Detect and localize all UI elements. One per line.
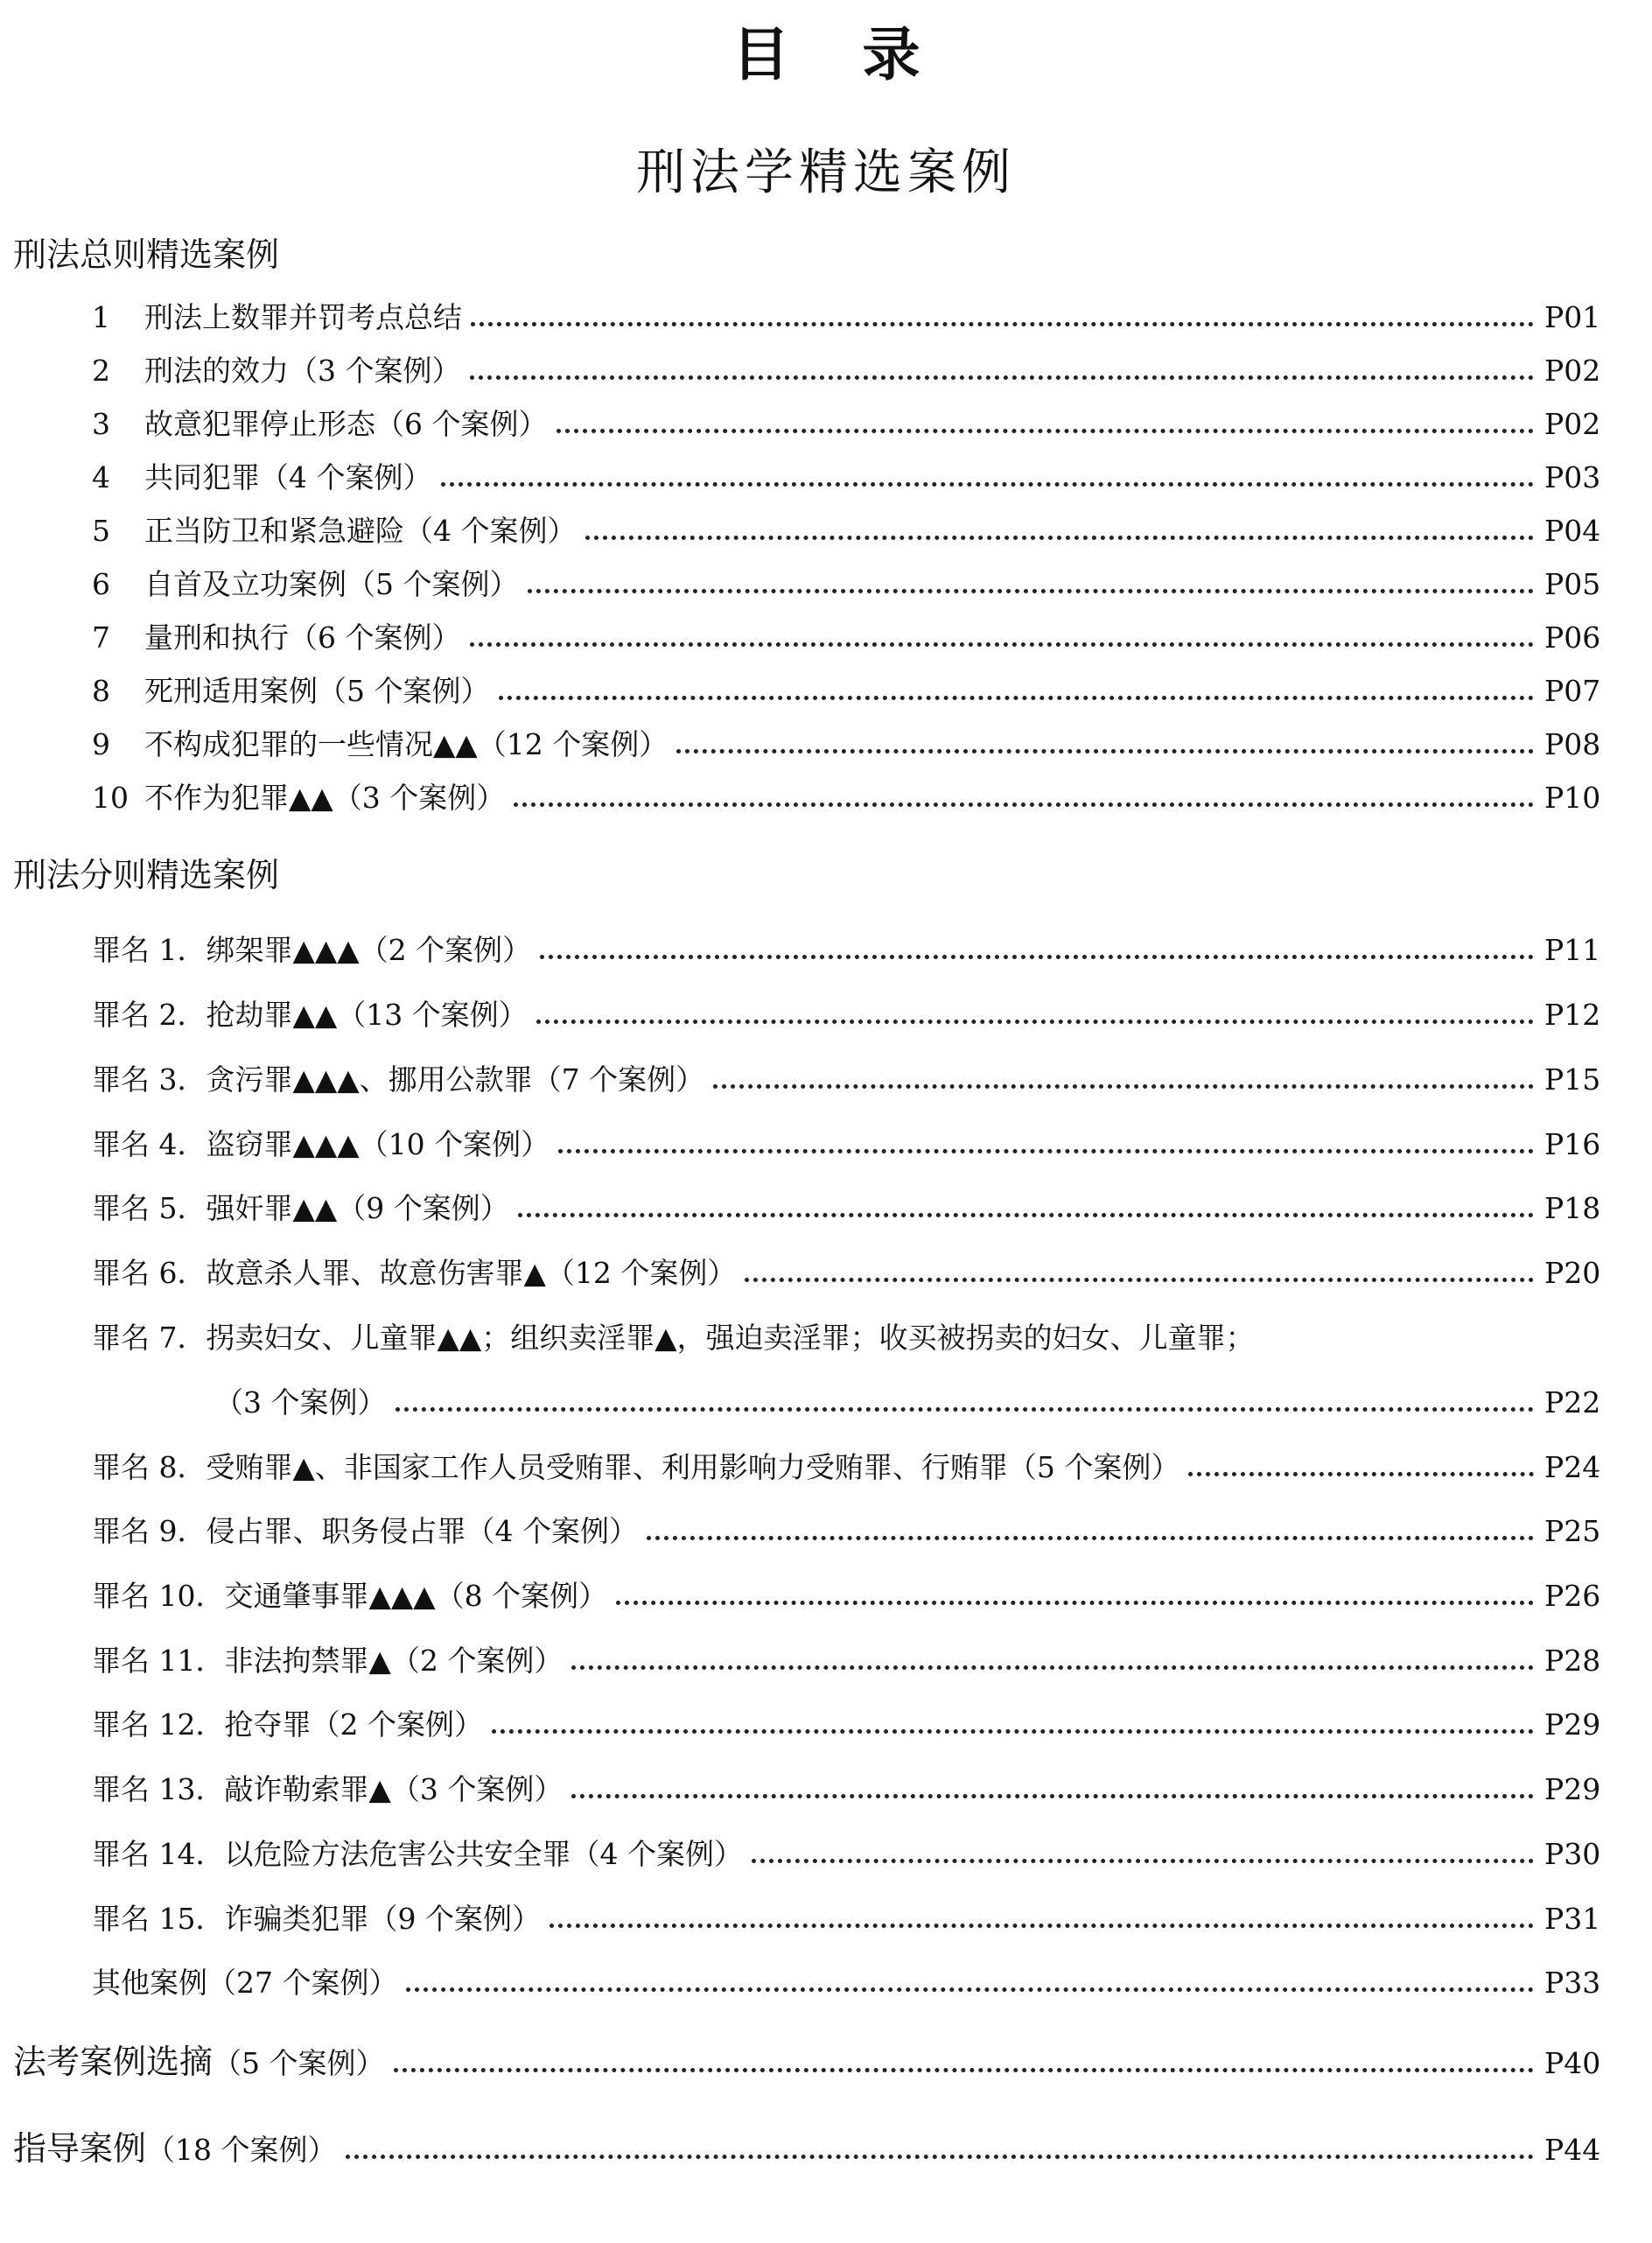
dot-leader: [471, 322, 1534, 326]
toc-entry-general-3[interactable]: [92, 404, 1599, 445]
entry-label: 罪名 5．强奸罪▲▲（9 个案例）: [92, 1191, 509, 1225]
entry-label-continued: （3 个案例）: [214, 1385, 387, 1419]
dot-leader: [1188, 1472, 1534, 1476]
dot-leader: [394, 2068, 1534, 2072]
dot-leader: [556, 429, 1535, 433]
dot-leader: [616, 1601, 1534, 1605]
entry-page-number: P25: [1544, 1514, 1601, 1548]
entry-page-number: P04: [1544, 514, 1601, 548]
entry-page-number: P08: [1544, 727, 1601, 761]
entry-page-number: P12: [1544, 998, 1601, 1032]
toc-entry-specific-14[interactable]: [92, 1834, 1599, 1875]
toc-entry-specific-2[interactable]: [92, 995, 1599, 1035]
entry-label: 罪名 4．盗窃罪▲▲▲（10 个案例）: [92, 1127, 550, 1161]
dot-leader: [752, 1859, 1534, 1863]
entry-page-number: P01: [1544, 300, 1601, 334]
entry-page-number: P16: [1544, 1127, 1601, 1161]
toc-entry-general-4[interactable]: [92, 458, 1599, 498]
dot-leader: [518, 1213, 1534, 1217]
dot-leader: [492, 1729, 1534, 1734]
dot-leader: [558, 1149, 1534, 1153]
dot-leader: [540, 955, 1534, 959]
toc-entry-specific-8[interactable]: [92, 1447, 1599, 1488]
entry-label: 罪名 1．绑架罪▲▲▲（2 个案例）: [92, 933, 532, 967]
entry-page-number: P28: [1544, 1644, 1601, 1678]
entry-page-number: P10: [1544, 781, 1601, 815]
toc-entry-specific-5[interactable]: [92, 1188, 1599, 1229]
entry-label: 罪名 15．诈骗类犯罪（9 个案例）: [92, 1902, 541, 1936]
entry-label: 罪名 3．贪污罪▲▲▲、挪用公款罪（7 个案例）: [92, 1062, 705, 1097]
entry-number: 9: [92, 727, 110, 761]
entry-label-group: [13, 2128, 337, 2170]
toc-entry-specific-7[interactable]: [214, 1383, 1599, 1423]
toc-entry-specific-13[interactable]: [92, 1770, 1599, 1810]
entry-label: 罪名 10．交通肇事罪▲▲▲（8 个案例）: [92, 1579, 608, 1613]
page-title: 目 录: [732, 21, 947, 88]
entry-number: 2: [92, 354, 110, 388]
entry-number: 5: [92, 514, 110, 548]
page-subtitle: 刑法学精选案例: [636, 144, 1016, 201]
toc-entry-specific-1[interactable]: [92, 930, 1599, 971]
dot-leader: [585, 536, 1535, 540]
dot-leader: [470, 375, 1535, 380]
entry-label: 罪名 12．抢夺罪（2 个案例）: [92, 1707, 483, 1742]
dot-leader: [514, 803, 1534, 807]
dot-leader: [713, 1084, 1534, 1089]
dot-leader: [396, 1407, 1535, 1412]
toc-entry-specific-12[interactable]: [92, 1705, 1599, 1745]
entry-page-number: P15: [1544, 1062, 1601, 1097]
entry-page-number: P29: [1544, 1707, 1601, 1742]
entry-label: 罪名 13．敲诈勒索罪▲（3 个案例）: [92, 1772, 564, 1806]
entry-page-number: P18: [1544, 1191, 1601, 1225]
entry-page-number: P29: [1544, 1772, 1601, 1806]
entry-number: 1: [92, 300, 110, 334]
section-heading-specific: 刑法分则精选案例: [13, 856, 280, 894]
entry-label: 故意犯罪停止形态（6 个案例）: [144, 407, 548, 441]
toc-entry-specific-other[interactable]: [92, 1963, 1599, 2003]
entry-label: 其他案例（27 个案例）: [92, 1966, 398, 2000]
toc-entry-guiding-cases[interactable]: [13, 2130, 1599, 2170]
entry-page-number: P44: [1544, 2133, 1601, 2167]
toc-entry-general-5[interactable]: [92, 511, 1599, 551]
entry-label: 不作为犯罪▲▲（3 个案例）: [144, 781, 506, 815]
entry-label: 刑法上数罪并罚考点总结: [144, 300, 462, 334]
entry-note: （5 个案例）: [213, 2046, 385, 2080]
toc-entry-specific-3[interactable]: [92, 1060, 1599, 1100]
entry-page-number: P20: [1544, 1256, 1601, 1290]
dot-leader: [441, 482, 1535, 487]
dot-leader: [499, 696, 1535, 700]
entry-label-group: [13, 2042, 385, 2084]
toc-entry-exam-cases[interactable]: [13, 2043, 1599, 2084]
entry-label: 罪名 14．以危险方法危害公共安全罪（4 个案例）: [92, 1837, 743, 1871]
entry-page-number: P03: [1544, 460, 1601, 494]
entry-number: 6: [92, 567, 110, 601]
entry-page-number: P26: [1544, 1579, 1601, 1613]
toc-entry-general-6[interactable]: [92, 564, 1599, 605]
entry-number: 10: [92, 781, 129, 815]
dot-leader: [346, 2155, 1535, 2159]
toc-entry-specific-9[interactable]: [92, 1511, 1599, 1552]
entry-page-number: P22: [1544, 1385, 1601, 1419]
section-heading-general: 刑法总则精选案例: [13, 235, 280, 274]
entry-page-number: P11: [1544, 933, 1601, 967]
entry-number: 4: [92, 460, 110, 494]
toc-entry-general-7[interactable]: [92, 618, 1599, 658]
entry-page-number: P02: [1544, 407, 1601, 441]
dot-leader: [676, 749, 1534, 754]
dot-leader: [571, 1794, 1534, 1798]
entry-label: 刑法的效力（3 个案例）: [144, 354, 461, 388]
entry-number: 8: [92, 674, 110, 708]
section-heading-guiding: 指导案例: [13, 2129, 147, 2168]
entry-page-number: P33: [1544, 1966, 1601, 2000]
toc-entry-specific-11[interactable]: [92, 1641, 1599, 1681]
dot-leader: [406, 1987, 1534, 1992]
dot-leader: [571, 1665, 1534, 1670]
dot-leader: [536, 1020, 1534, 1024]
toc-entry-specific-7-line1[interactable]: 罪名 7．拐卖妇女、儿童罪▲▲；组织卖淫罪▲，强迫卖淫罪；收买被拐卖的妇女、儿童罪；: [92, 1321, 1255, 1355]
dot-leader: [745, 1278, 1534, 1282]
entry-note: （18 个案例）: [146, 2133, 337, 2167]
toc-entry-general-1[interactable]: [92, 298, 1599, 338]
entry-number: 3: [92, 407, 110, 441]
entry-label: 罪名 8．受贿罪▲、非国家工作人员受贿罪、利用影响力受贿罪、行贿罪（5 个案例）: [92, 1450, 1180, 1484]
toc-entry-specific-15[interactable]: [92, 1899, 1599, 1939]
entry-label: 量刑和执行（6 个案例）: [144, 620, 461, 655]
entry-page-number: P30: [1544, 1837, 1601, 1871]
entry-page-number: P05: [1544, 567, 1601, 601]
entry-page-number: P24: [1544, 1450, 1601, 1484]
dot-leader: [550, 1924, 1534, 1928]
entry-page-number: P40: [1544, 2046, 1601, 2080]
dot-leader: [528, 589, 1535, 593]
entry-label: 罪名 6．故意杀人罪、故意伤害罪▲（12 个案例）: [92, 1256, 737, 1290]
dot-leader: [647, 1536, 1534, 1540]
entry-page-number: P31: [1544, 1902, 1601, 1936]
entry-page-number: P07: [1544, 674, 1601, 708]
dot-leader: [470, 642, 1535, 647]
entry-label: 正当防卫和紧急避险（4 个案例）: [144, 514, 577, 548]
section-heading-exam: 法考案例选摘: [13, 2043, 214, 2081]
toc-entry-general-9[interactable]: [92, 725, 1599, 765]
toc-entry-specific-10[interactable]: [92, 1576, 1599, 1616]
entry-label: 共同犯罪（4 个案例）: [144, 460, 432, 494]
entry-label: 死刑适用案例（5 个案例）: [144, 674, 490, 708]
entry-page-number: P02: [1544, 354, 1601, 388]
entry-page-number: P06: [1544, 620, 1601, 655]
toc-entry-general-10[interactable]: [92, 778, 1599, 818]
toc-entry-specific-4[interactable]: [92, 1125, 1599, 1165]
entry-number: 7: [92, 620, 110, 655]
entry-label: 罪名 11．非法拘禁罪▲（2 个案例）: [92, 1644, 564, 1678]
toc-entry-specific-6[interactable]: [92, 1253, 1599, 1293]
toc-entry-general-8[interactable]: [92, 671, 1599, 711]
entry-label: 罪名 2．抢劫罪▲▲（13 个案例）: [92, 998, 528, 1032]
entry-label: 不构成犯罪的一些情况▲▲（12 个案例）: [144, 727, 668, 761]
entry-label: 自首及立功案例（5 个案例）: [144, 567, 519, 601]
toc-entry-general-2[interactable]: [92, 351, 1599, 391]
entry-label: 罪名 9．侵占罪、职务侵占罪（4 个案例）: [92, 1514, 638, 1548]
